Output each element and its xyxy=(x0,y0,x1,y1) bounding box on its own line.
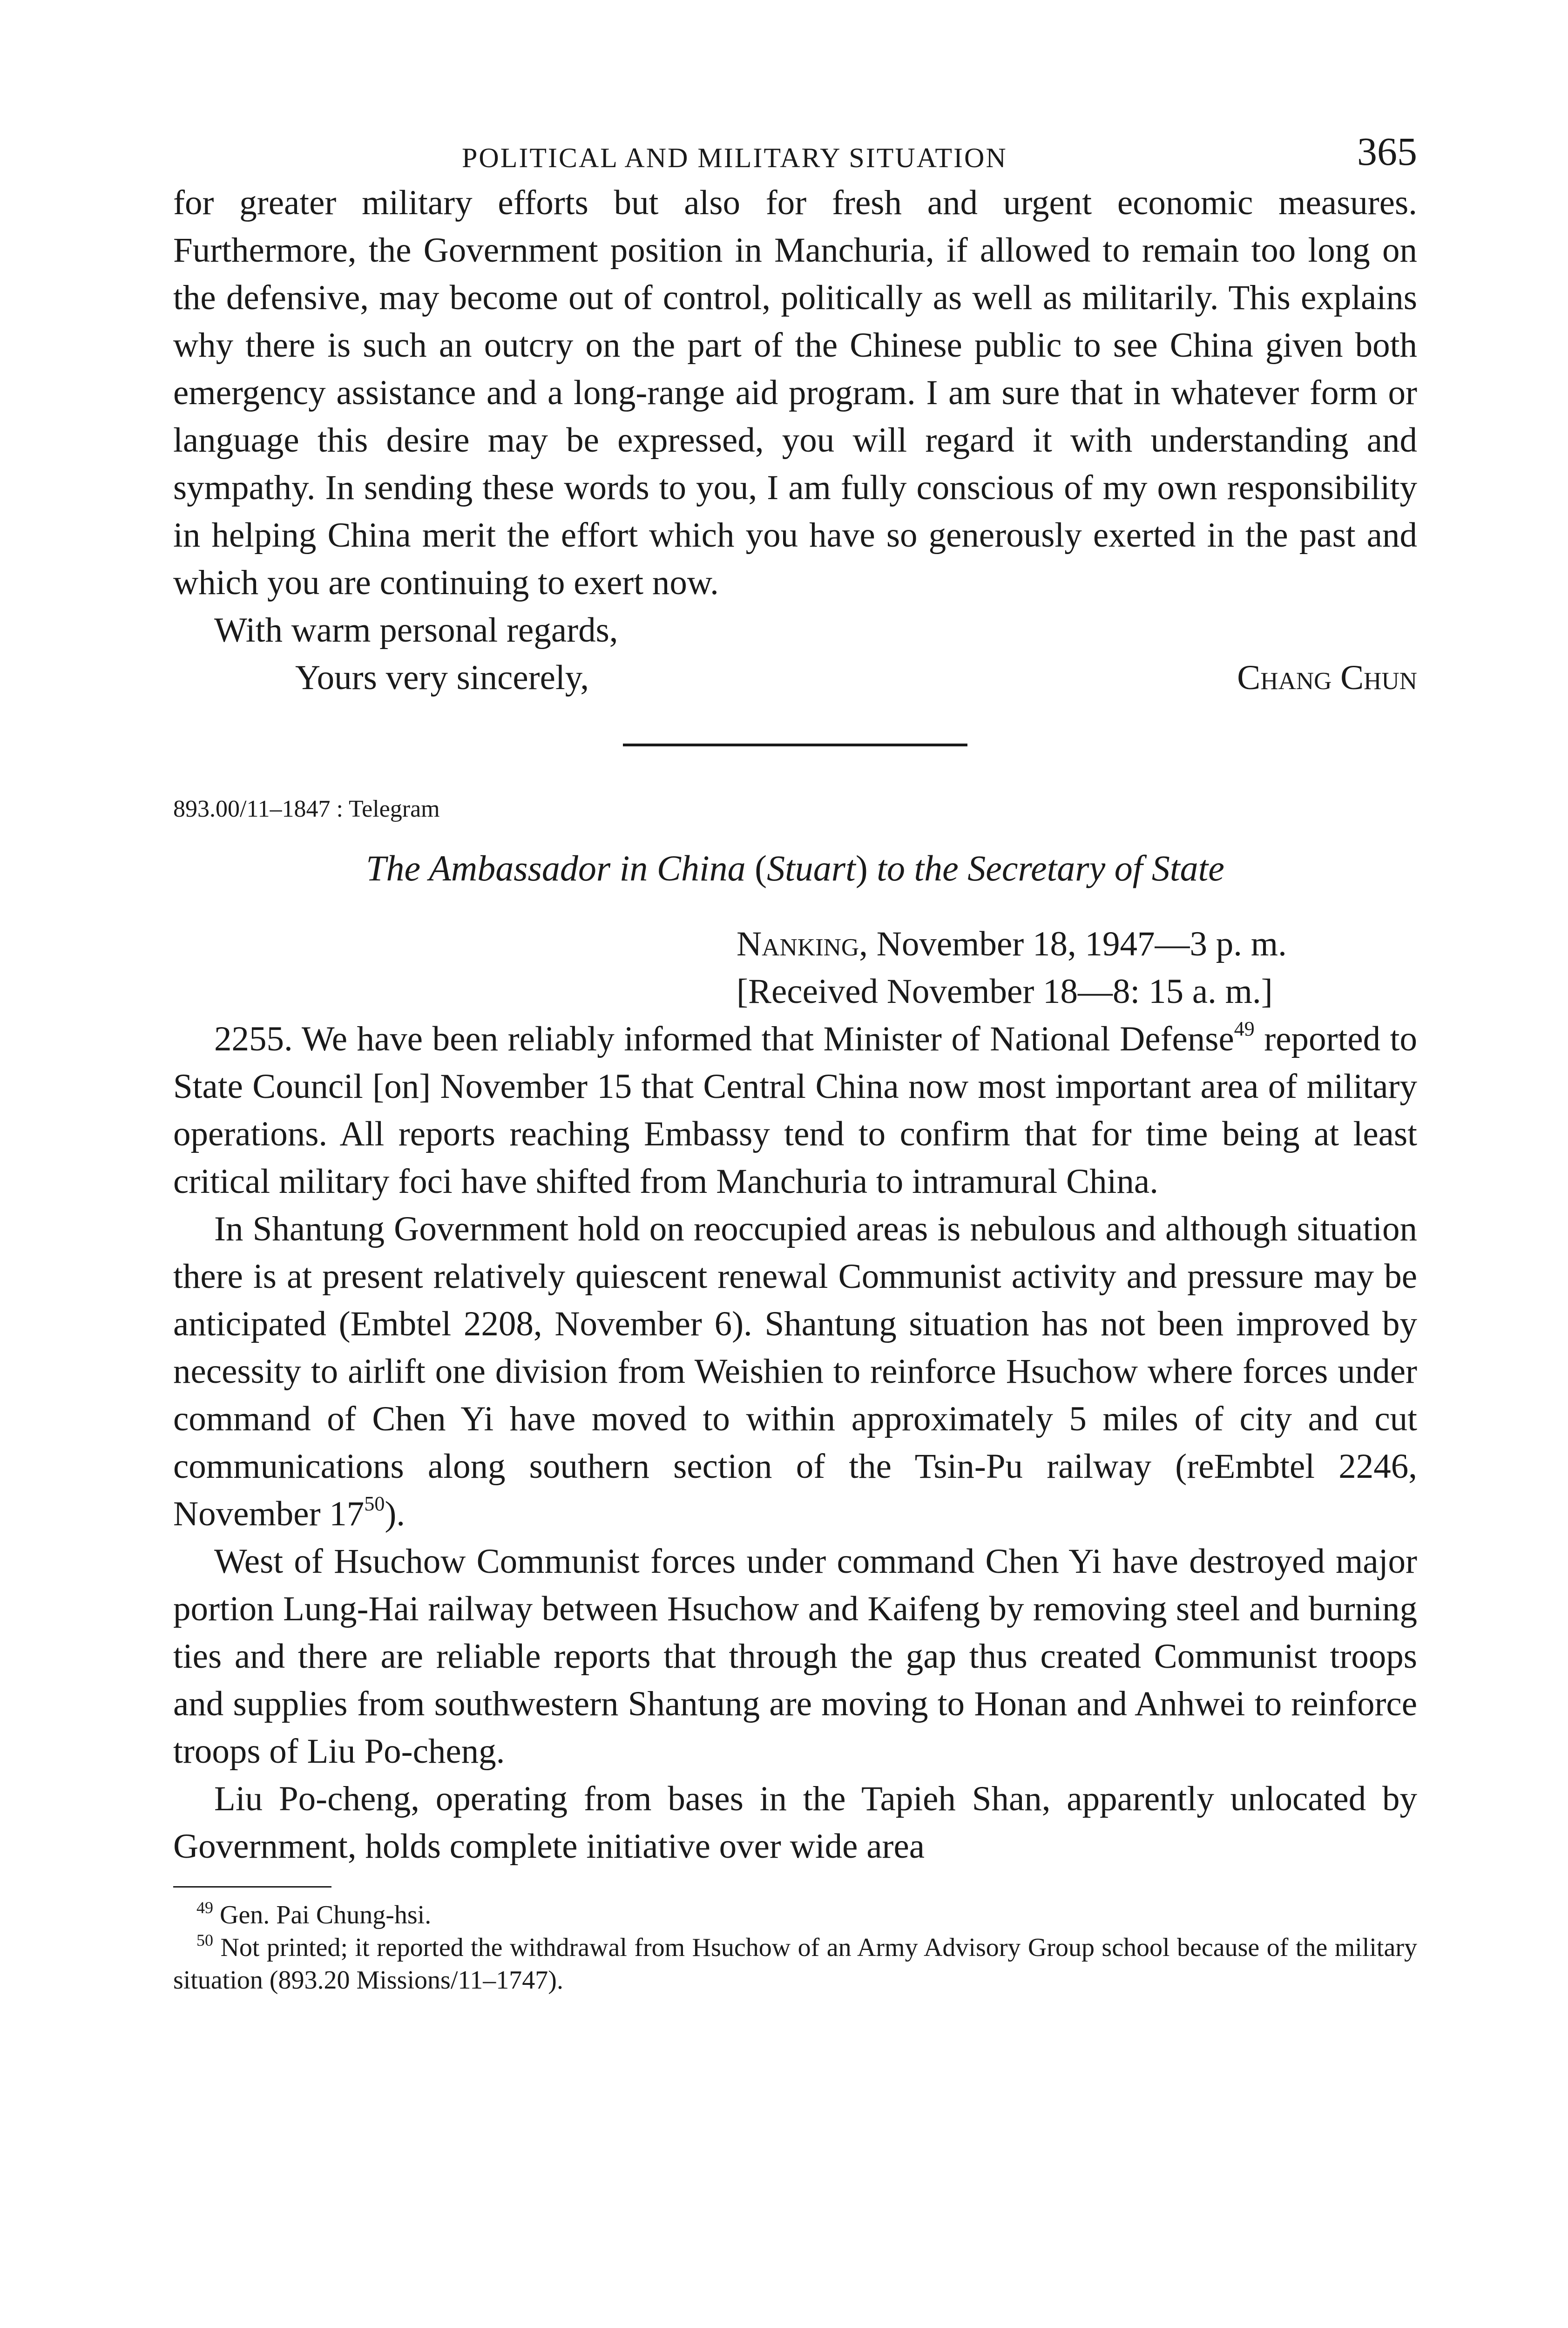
telegram-title-stuart: Stuart xyxy=(767,848,856,888)
telegram-paragraph-3: West of Hsuchow Communist forces under command Chen Yi have destroyed major portion Lung-Hai railway between Hsuchow and Kaifeng by removing steel and burning ties and there are reliable reports that through the gap thus created Communist troops and supplies from southwestern Shantung are moving to Honan and Anhwei to reinforce troops of Liu Po-cheng. xyxy=(173,1542,1417,1771)
telegram-paragraph-4: Liu Po-cheng, operating from bases in the Tapieh Shan, apparently unlocated by Government, holds complete initiative over wide area xyxy=(173,1780,1417,1866)
letter-paragraph: for greater military efforts but also for fresh and urgent economic measures. Furthermore, the Government position in Manchuria, if allowed to remain too long on the defensive, may become out of control, politically as well as militarily. This explains why there is such an outcry on the part of the Chinese public to see China given both emergency assistance and a long-range aid program. I am sure that in whatever form or language this desire may be expressed, you will regard it with understanding and sympathy. In sending these words to you, I am fully conscious of my own responsibility in helping China merit the effort which you have so generously exerted in the past and which you are continuing to exert now. xyxy=(173,183,1417,602)
page-number: 365 xyxy=(1357,129,1417,174)
paragraph-2-text-a: In Shantung Government hold on reoccupied areas is nebulous and although situation there is at present relatively quiescent renewal Communist activity and pressure may be anticipated (Embtel 2208, November 6). Shantung situation has not been improved by necessity to airlift one division from Weishien to reinforce Hsuchow where forces under command of Chen Yi have moved to within approximately 5 miles of city and cut communications along southern section of the Tsin-Pu railway (reEmbtel 2246, November 17 xyxy=(173,1210,1417,1533)
footnote-49-text: Gen. Pai Chung-hsi. xyxy=(220,1901,432,1929)
paragraph-1-text-a: 2255. We have been reliably informed that Minister of National Defense xyxy=(214,1020,1234,1058)
footnote-mark-49: 49 xyxy=(196,1898,213,1917)
footnote-50-text: Not printed; it reported the withdrawal from Hsuchow of an Army Advisory Group school because of the military situation (893.20 Missions/11–1747). xyxy=(173,1933,1417,1995)
file-reference: 893.00/11–1847 : Telegram xyxy=(173,796,440,822)
running-title: POLITICAL AND MILITARY SITUATION xyxy=(462,142,1007,173)
title-paren-open: ( xyxy=(755,848,767,888)
document-page xyxy=(173,123,1417,1996)
letter-signature: Chang Chun xyxy=(1237,658,1417,697)
section-separator xyxy=(623,744,967,746)
telegram-dateline xyxy=(173,920,1417,968)
telegram-place: Nanking xyxy=(737,925,859,963)
letter-regards: With warm personal regards, xyxy=(214,611,618,650)
title-paren-close: ) xyxy=(855,848,868,888)
telegram-title-part-2: to the Secretary of State xyxy=(867,848,1224,888)
footnote-49 xyxy=(173,1899,1417,1931)
telegram-date: , November 18, 1947—3 p. m. xyxy=(859,925,1287,963)
telegram-title-part-1: The Ambassador in China xyxy=(366,848,755,888)
letter-closing: Yours very sincerely, xyxy=(295,658,589,697)
footnote-ref-50: 50 xyxy=(364,1492,385,1515)
letter-closing-block xyxy=(173,654,1417,708)
telegram-paragraph-2 xyxy=(173,1205,1417,1538)
footnote-mark-50: 50 xyxy=(196,1931,213,1949)
footnote-ref-49: 49 xyxy=(1234,1017,1255,1040)
paragraph-1-text-b: reported to State Council [on] November 15 that Central China now most important area of military operations. All reports reaching Embassy tend to confirm that for time being at least critical military foci have shifted from Manchuria to intramural China. xyxy=(173,1020,1417,1201)
telegram-received: [Received November 18—8: 15 a. m.] xyxy=(737,972,1273,1011)
paragraph-2-text-b: ). xyxy=(385,1495,406,1533)
running-head xyxy=(173,123,1417,179)
footnote-rule xyxy=(173,1886,331,1888)
telegram-title xyxy=(173,845,1417,892)
telegram-paragraph-1 xyxy=(173,1015,1417,1205)
footnote-50 xyxy=(173,1931,1417,1996)
